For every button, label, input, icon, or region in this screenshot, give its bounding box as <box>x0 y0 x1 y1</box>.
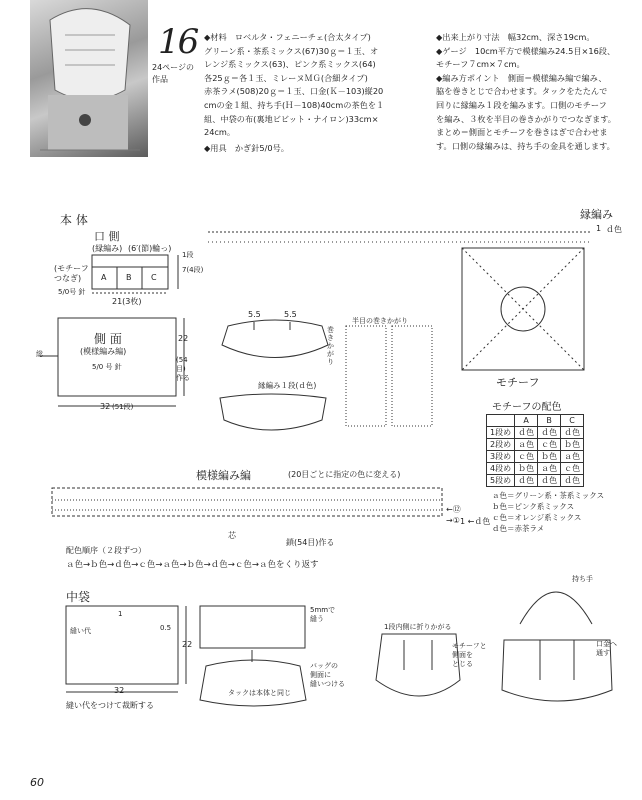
hook-size: 5/0号 針 <box>58 288 86 296</box>
table-row: 1段め ｄ色 ｄ色 ｄ色 <box>487 427 584 439</box>
specs-line: ◆ゲージ 10cm平方で模様編み24.5目×16段、 <box>436 45 616 56</box>
lining-bottom-note: 縫い代をつけて裁断する <box>66 701 154 710</box>
specs-line: 脇を巻きとじで合わせます。タックをたたんで <box>436 86 608 97</box>
tuck-1: 5.5 <box>248 310 261 319</box>
color-order-sequence: ａ色→ｂ色→ｄ色→ｃ色→ａ色→ｂ色→ｄ色→ｃ色→ａ色をくり返す <box>66 560 319 570</box>
edge-label: (縁編み) <box>92 244 123 253</box>
cell-b: B <box>126 273 132 282</box>
specs-line: 回りに縁編み１段を編みます。口側のモチーフ <box>436 99 607 110</box>
color-order-title: 配色順序（２段ずつ） <box>66 546 146 555</box>
body-title: 本 体 <box>60 213 88 227</box>
half-stitch-label: 半目の巻きかがり <box>352 317 408 325</box>
materials-line: 各25ｇ＝各１玉、ミレーヌＭＧ(合細タイプ) <box>204 72 368 83</box>
lining-handle: 持ち手 <box>572 575 593 583</box>
materials-line: 赤茶ラメ(508)20ｇ＝１玉、口金(Ｋ－103)縦20 <box>204 86 384 97</box>
pattern-row-mark-1: ←⑫ <box>446 505 461 514</box>
motif-label: モチーフ <box>496 376 540 389</box>
bottom-rows: (51段) <box>112 403 134 411</box>
table-row: A B C <box>487 415 584 427</box>
side-circle: 総 <box>36 350 43 358</box>
edge-chart-color: ｄ色 <box>606 225 622 234</box>
item-ref-line2: 作品 <box>152 75 168 84</box>
edge-note: (6′(節)輪っ) <box>128 244 172 253</box>
edge-row-label: 縁編み１段(ｄ色) <box>258 381 317 390</box>
item-number: 16 <box>158 22 198 62</box>
page-number: 60 <box>30 776 44 789</box>
edge-band <box>92 255 168 267</box>
color-legend <box>492 490 604 534</box>
lining-seam: 1 <box>118 610 123 618</box>
side-hook: 5/0 号 針 <box>92 363 122 371</box>
legend-line: ａ色＝グリーン系・茶系ミックス <box>492 491 605 500</box>
pattern-row-mark-3: 1 ←ｄ色 <box>460 517 491 526</box>
specs-line: す。口側の縁編みは、持ち手の金具を通します。 <box>436 140 615 151</box>
materials-line: ◆材料 ロベルタ・フェニーチェ(合太タイプ) <box>204 32 371 42</box>
materials-line: ◆用具 かぎ針5/0号。 <box>204 142 289 153</box>
lining-fold-note: 1段内側に折りかがる <box>384 623 452 631</box>
edge-chart-title: 縁編み <box>580 208 613 221</box>
cell-c: C <box>151 273 157 282</box>
legend-line: ｃ色＝オレンジ系ミックス <box>492 513 582 522</box>
table-row: 2段め ａ色 ｃ色 ｂ色 <box>487 439 584 451</box>
specs-line: モチーフ７cm×７cm。 <box>436 59 525 70</box>
specs-line: ◆編み方ポイント 側面＝模様編み編で編み、 <box>436 72 607 83</box>
motif-color-table <box>486 414 584 487</box>
legend-line: ｂ色＝ピンク系ミックス <box>492 502 575 511</box>
width-label: 21(3枚) <box>112 297 142 306</box>
lining-width: 32 <box>114 686 125 695</box>
side-title: 側 面 <box>94 332 122 346</box>
materials-line: 24cm。 <box>204 127 236 138</box>
specs-line: を編み、３枚を半目の巻きかがりでつなぎます。 <box>436 113 616 124</box>
lining-ring: 口金へ 通す <box>596 640 617 657</box>
tuck-2: 5.5 <box>284 310 297 319</box>
lining-dim-side: 0.5 <box>160 624 172 632</box>
legend-line: ｄ色＝赤茶ラメ <box>492 524 545 533</box>
height-label: 22 <box>178 334 189 343</box>
table-row: 3段め ｃ色 ｂ色 ａ色 <box>487 451 584 463</box>
materials-line: グリーン系・茶系ミックス(67)30ｇ＝１玉、オ <box>204 45 379 56</box>
right-label-1: 1段 <box>182 251 194 259</box>
motif-joint: (モチーフ つなぎ) <box>54 264 89 283</box>
pattern-note: (20目ごとに指定の色に変える) <box>288 470 401 479</box>
side-pattern: (模様編み編) <box>80 347 127 356</box>
lining-bag-note: バッグの 側面に 縫いつける <box>310 662 345 688</box>
pattern-chain: 鎖(54目)作る <box>286 538 335 547</box>
specs-line: まとめ＝側面とモチーフを巻きはぎで合わせま <box>436 127 608 138</box>
lining-title: 中袋 <box>66 590 91 604</box>
wind-label: 巻きかがり <box>327 326 334 366</box>
materials-line: レンジ系ミックス(63)、ピンク系ミックス(64) <box>204 59 376 70</box>
pattern-center: 芯 <box>228 531 236 540</box>
motif-table-title: モチーフの配色 <box>492 402 562 413</box>
bottom-width: 32 <box>100 402 111 411</box>
materials-line: 組、中袋の布(裏地ビビット・ナイロン)33cm× <box>204 113 379 124</box>
lining-sew-note: 5mmで 縫う <box>310 606 336 623</box>
lining-tuck-note: タックは本体と同じ <box>228 689 291 697</box>
lining-allowance: 縫い代 <box>70 627 91 635</box>
height-detail: (54目)作る <box>176 356 190 382</box>
mouth-label: 口 側 <box>94 230 120 243</box>
pattern-row-mark-2: →① <box>446 516 460 525</box>
table-row: 4段め ｂ色 ａ色 ｃ色 <box>487 463 584 475</box>
right-label-2: 7(4段) <box>182 266 204 274</box>
pattern-title: 模様編み編 <box>196 469 251 482</box>
specs-line: ◆出来上がり寸法 幅32cm、深さ19cm。 <box>436 32 595 42</box>
table-row: 5段め ｄ色 ｄ色 ｄ色 <box>487 475 584 487</box>
lining-join-note: モチーフと 側面を とじる <box>452 642 487 668</box>
edge-chart-row: 1 <box>596 224 602 233</box>
lining-height: 22 <box>182 640 193 649</box>
materials-line: cmの金１組、持ち手(Ｈ－108)40cmの茶色を１ <box>204 99 385 110</box>
item-ref-line1: 24ページの <box>152 63 195 72</box>
cell-a: A <box>101 273 107 282</box>
